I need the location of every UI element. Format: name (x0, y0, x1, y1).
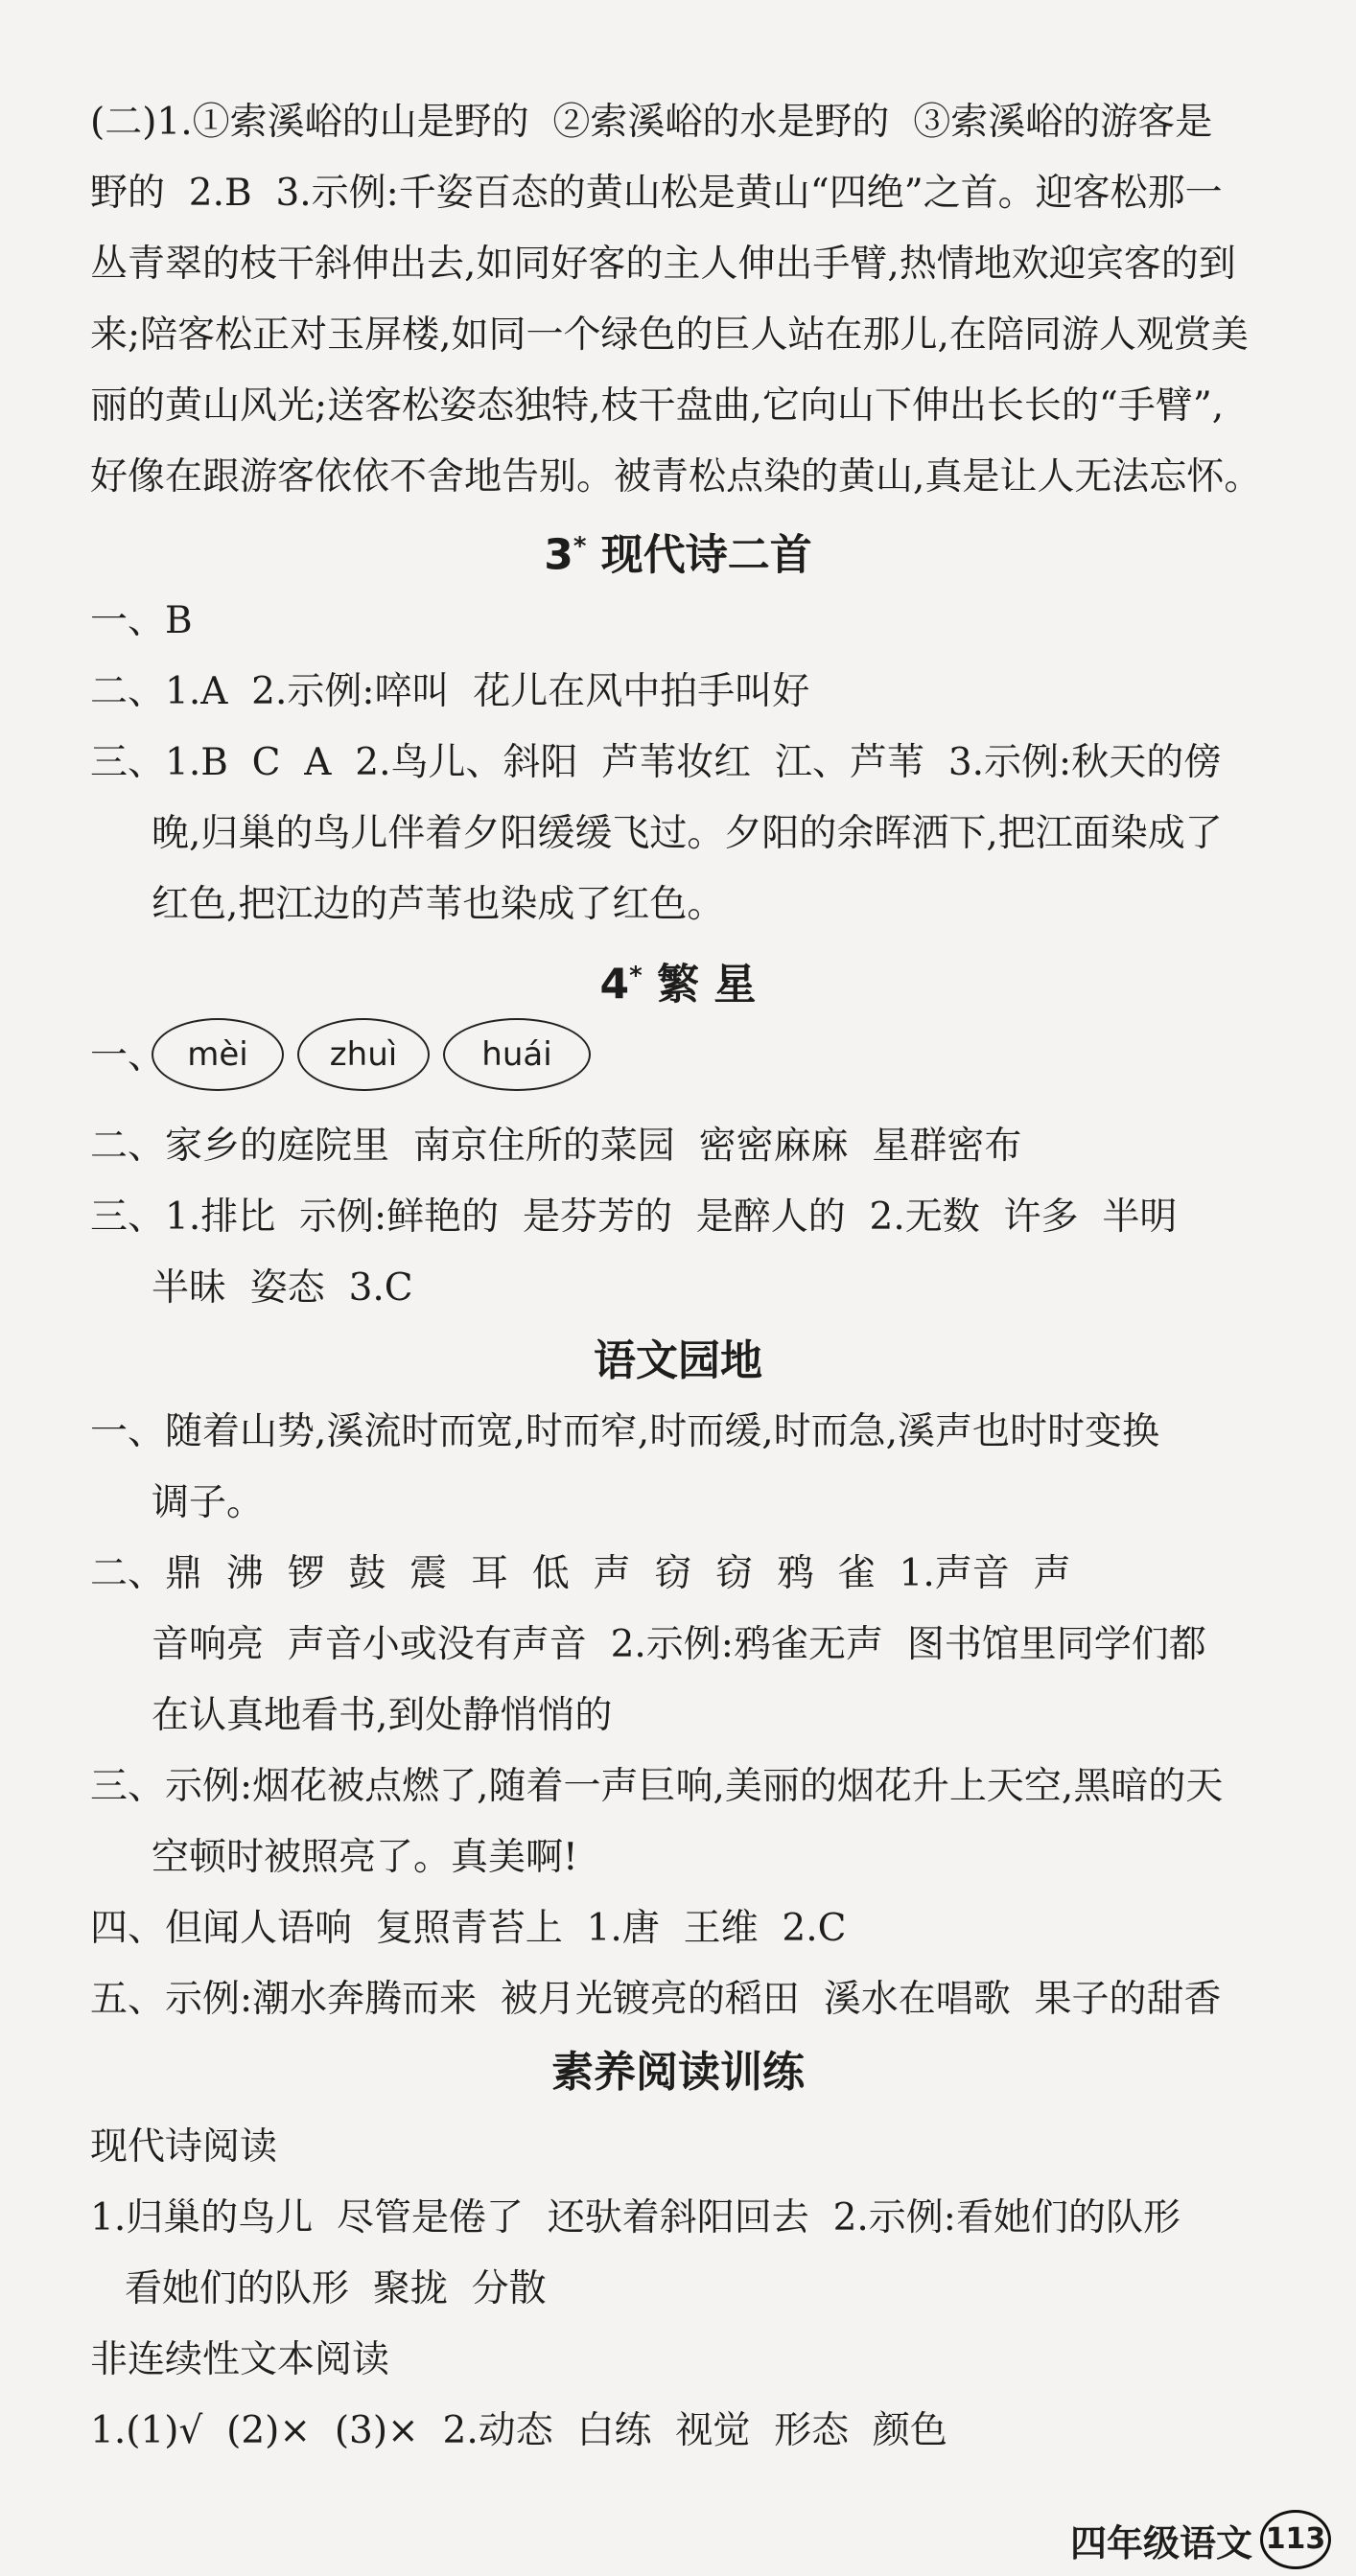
section-heading (0, 1333, 1356, 1390)
text-line: 现代诗阅读 (90, 2125, 278, 2169)
footer-label: 四年级语文 (1069, 2521, 1252, 2564)
section-mark: * (573, 532, 587, 561)
text-line: 野的 2.B 3.示例:千姿百态的黄山松是黄山“四绝”之首。迎客松那一 (90, 172, 1223, 215)
section-title: 繁 星 (657, 960, 757, 1010)
section-mark: * (629, 962, 643, 990)
page-footer (1070, 2509, 1331, 2570)
section-heading (0, 947, 1356, 1014)
text-line: 丽的黄山风光;送客松姿态独特,枝干盘曲,它向山下伸出长长的“手臂”, (90, 384, 1225, 428)
text-line: 在认真地看书,到处静悄悄的 (152, 1694, 613, 1737)
text-line: 三、1.排比 示例:鲜艳的 是芬芳的 是醉人的 2.无数 许多 半明 (90, 1195, 1178, 1239)
text-line: 四、但闻人语响 复照青苔上 1.唐 王维 2.C (90, 1907, 847, 1950)
text-line: 空顿时被照亮了。真美啊! (152, 1836, 578, 1879)
text-line: 红色,把江边的芦苇也染成了红色。 (152, 883, 725, 926)
page-number: 113 (1260, 2510, 1331, 2569)
section-heading (0, 518, 1356, 585)
text-line: 1.归巢的鸟儿 尽管是倦了 还驮着斜阳回去 2.示例:看她们的队形 (90, 2196, 1181, 2239)
section-title: 语文园地 (594, 1336, 762, 1385)
text-line: 一、B (90, 599, 193, 642)
section-number: 3 (544, 530, 573, 580)
text-line: 晚,归巢的鸟儿伴着夕阳缓缓飞过。夕阳的余晖洒下,把江面染成了 (152, 812, 1223, 855)
section-number: 4 (599, 960, 630, 1010)
text-line: 来;陪客松正对玉屏楼,如同一个绿色的巨人站在那儿,在陪同游人观赏美 (90, 313, 1249, 357)
text-line: 看她们的队形 聚拢 分散 (125, 2267, 547, 2310)
pinyin-oval: zhuì (297, 1018, 430, 1091)
text-line: (二)1.①索溪峪的山是野的 ②索溪峪的水是野的 ③索溪峪的游客是 (90, 101, 1213, 144)
section-heading (0, 2044, 1356, 2101)
text-line: 二、1.A 2.示例:啐叫 花儿在风中拍手叫好 (90, 670, 810, 713)
text-line: 二、家乡的庭院里 南京住所的菜园 密密麻麻 星群密布 (90, 1125, 1022, 1168)
text-line: 三、1.B C A 2.鸟儿、斜阳 芦苇妆红 江、芦苇 3.示例:秋天的傍 (90, 741, 1222, 784)
text-line: 非连续性文本阅读 (90, 2338, 390, 2381)
pinyin-oval: mèi (152, 1018, 284, 1091)
section-title: 素养阅读训练 (551, 2048, 805, 2097)
text-line: 调子。 (152, 1481, 265, 1524)
section-title: 现代诗二首 (600, 530, 812, 580)
text-line: 1.(1)√ (2)× (3)× 2.动态 白练 视觉 形态 颜色 (90, 2409, 947, 2452)
pinyin-lead: 一、 (90, 1034, 166, 1078)
text-line: 音响亮 声音小或没有声音 2.示例:鸦雀无声 图书馆里同学们都 (152, 1623, 1206, 1666)
text-line: 五、示例:潮水奔腾而来 被月光镀亮的稻田 溪水在唱歌 果子的甜香 (90, 1978, 1222, 2021)
text-line: 半昧 姿态 3.C (152, 1266, 413, 1310)
text-line: 三、示例:烟花被点燃了,随着一声巨响,美丽的烟花升上天空,黑暗的天 (90, 1765, 1224, 1808)
text-line: 二、鼎 沸 锣 鼓 震 耳 低 声 窃 窃 鸦 雀 1.声音 声 (90, 1552, 1071, 1595)
pinyin-oval: huái (443, 1018, 591, 1091)
text-line: 一、随着山势,溪流时而宽,时而窄,时而缓,时而急,溪声也时时变换 (90, 1410, 1159, 1453)
text-line: 丛青翠的枝干斜伸出去,如同好客的主人伸出手臂,热情地欢迎宾客的到 (90, 243, 1236, 286)
text-line: 好像在跟游客依依不舍地告别。被青松点染的黄山,真是让人无法忘怀。 (90, 455, 1262, 499)
